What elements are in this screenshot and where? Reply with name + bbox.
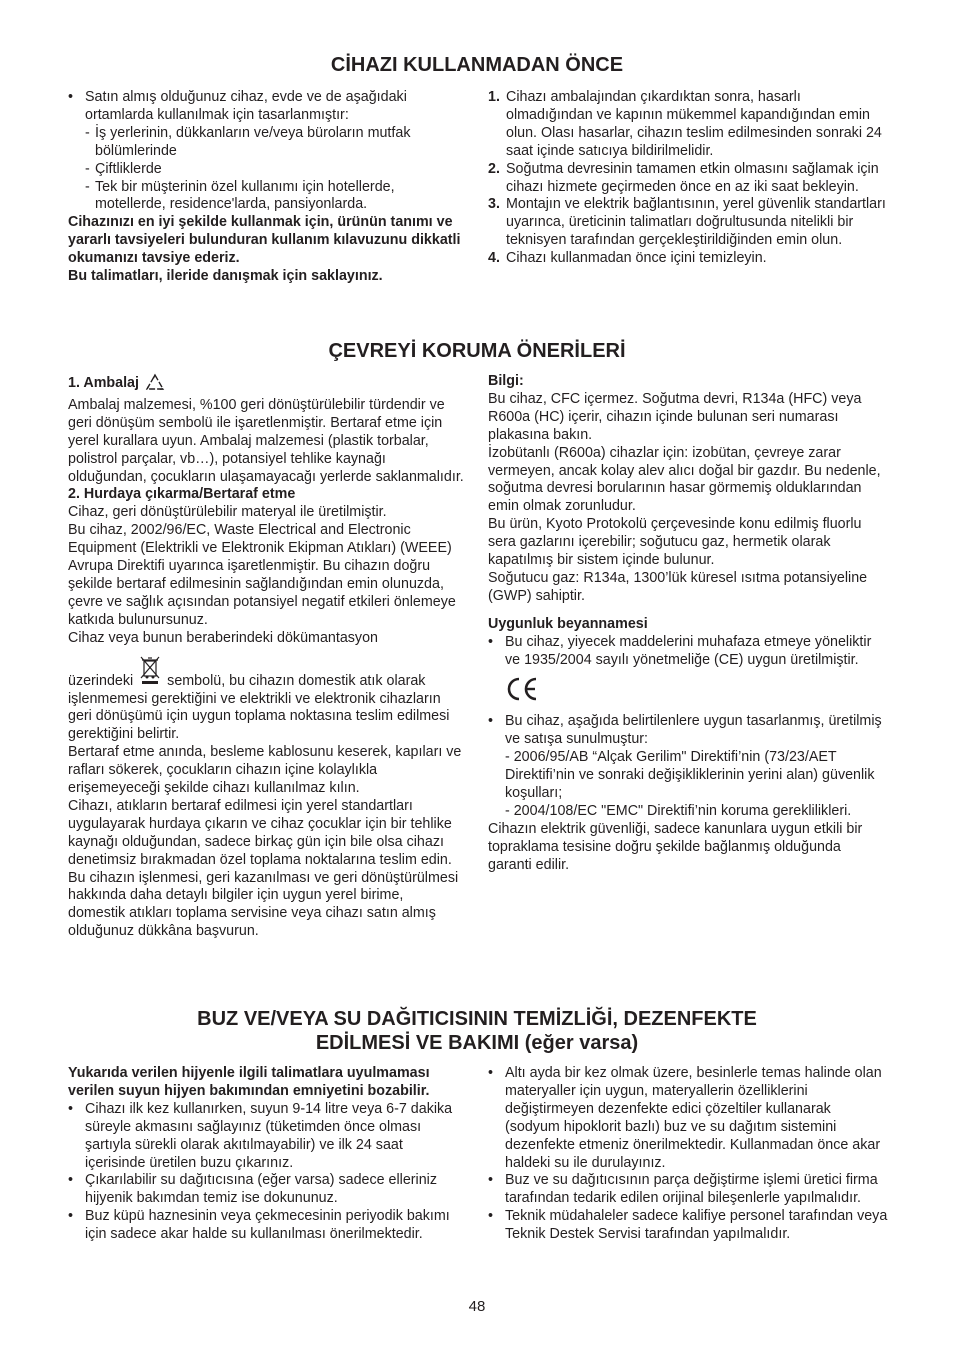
before-use-right-column (488, 89, 888, 268)
disposal-text-2: Bu cihaz, 2002/96/EC, Waste Electrical and Electronic Equipment (Elektrikli ve Elektronik Ekipman Atıkları) (WEEE) Avrupa Direktifi uyarınca işaretlenmiştir. Bu cihazın doğru şekilde bertaraf edilmesinin sağlandığından emin olunuzda, çevre ve sağlık açısından potansiyel negatif etkileri önlemeye katkıda bulunursunuz. (68, 522, 456, 628)
sub-item: - İş yerlerinin, dükkanların ve/veya büroların mutfak bölümlerinde (85, 125, 464, 161)
before-use-left-column (68, 89, 464, 286)
section-title-dispenser-cleaning: BUZ VE/VEYA SU DAĞITICISININ TEMİZLİĞİ, DEZENFEKTE EDİLMESİ VE BAKIMI (eğer varsa) (197, 1008, 757, 1054)
hygiene-item: • Altı ayda bir kez olmak üzere, besinlerle temas halinde olan materyaller için uygun, materyallerin özelliklerini değiştirmeyen dezenfekte edici çözeltiler kullanarak (sodyum hipoklorit bazlı) buz ve su dağıtım sistemini dezenfekte etmeniz önerilmektedir. Kullanmadan önce akar haldeki su ile durulayınız. (488, 1065, 888, 1172)
usage-environment-sublist (68, 125, 464, 215)
environment-left-column (68, 373, 464, 941)
disposal-text-4: Bertaraf etme anında, besleme kablosunu keserek, kapıları ve rafları sökerek, çocukların cihazın içine kolaylıkla erişemeyeceği şekilde cihazı kullanılmaz kılın. (68, 744, 462, 797)
hygiene-warning: Yukarıda verilen hijyenle ilgili talimatlara uyulmaması verilen suyun hijyen bakımından emniyetini bozabilir. (68, 1065, 430, 1099)
environment-right-column (488, 373, 888, 875)
dispenser-left-column (68, 1065, 464, 1244)
recycle-icon (145, 373, 165, 397)
hygiene-item: • Buz küpü haznesinin veya çekmecesinin periyodik bakımı için sadece akar halde su kullanılması önerilmektedir. (68, 1208, 464, 1244)
disposal-text-6: Bu cihazın işlenmesi, geri kazanılması ve geri dönüştürülmesi hakkında daha detaylı bilgiler için uygun yerel birime, domestik atıkları toplama servisine veya cihazı satın almış olduğunuz dükkâna başvurun. (68, 869, 459, 940)
crossed-bin-icon (139, 655, 161, 691)
numbered-step: 2. Soğutma devresinin tamamen etkin olmasını sağlamak için cihazı hizmete geçirmeden önce en az iki saat bekleyin. (488, 160, 879, 195)
advice-bold-text: Cihazınızı en iyi şekilde kullanmak için, ürünün tanımı ve yararlı tavsiyeleri bulunduran kullanım kılavuzunu dikkatli okumanızı tavsiye ederiz. (68, 214, 461, 267)
hygiene-item: • Çıkarılabilir su dağıtıcısına (eğer varsa) sadece elleriniz hijyenik bakımdan temiz ise dokununuz. (68, 1172, 464, 1208)
disposal-text-1: Cihaz, geri dönüştürülebilir materyal ile üretilmiştir. (68, 504, 387, 521)
directive-text-2: - 2004/108/EC "EMC" Direktifi’nin koruma gereklilikleri. (505, 802, 852, 819)
keep-instructions-text: Bu talimatları, ileride danışmak için saklayınız. (68, 268, 383, 285)
disposal-text-3: Cihaz veya bunun beraberindeki dökümantasyon (68, 629, 378, 646)
sub-item: - Tek bir müşterinin özel kullanımı için hotellerde, motellerde, residence'larda, pansiyonlarda. (85, 179, 464, 215)
numbered-step: 1. Cihazı ambalajından çıkardıktan sonra, hasarlı olmadığından ve kapının mükemmel kapandığından emin olun. Olası hasarlar, cihazın teslim edilmesinden sonraki 24 saat içinde satıcıya bildirilmelidir. (488, 89, 882, 159)
ce-mark-icon (488, 676, 888, 708)
hygiene-item: • Buz ve su dağıtıcısının parça değiştirme işlemi üretici firma tarafından tedarik edilen orijinal bileşenlerle yapılmalıdır. (488, 1172, 888, 1208)
usage-environment-bullet: • Satın almış olduğunuz cihaz, evde ve de aşağıdaki ortamlarda kullanılmak için tasarlanmıştır: (68, 89, 464, 125)
info-text-1: Bu cihaz, CFC içermez. Soğutma devri, R134a (HFC) veya R600a (HC) içerir, cihazın içinde bulunan seri numarası plakasına bakın. (488, 390, 862, 443)
numbered-step: 4. Cihazı kullanmadan önce içini temizleyin. (488, 250, 767, 267)
packaging-text: Ambalaj malzemesi, %100 geri dönüştürülebilir türdendir ve geri dönüşüm sembolü ile işaretlenmiştir. Bertaraf etme için yerel kurallara uyun. Ambalaj malzemesi (plastik torbalar, polistrol parçalar, vb…), potansiyel tehlike kaynağı olduğundan, çocukların ulaşamayacağı yerlerde saklanmalıdır. (68, 396, 464, 485)
sub-item: - Çiftliklerde (85, 161, 464, 179)
info-text-4: Soğutucu gaz: R134a, 1300’lük küresel ısıtma potansiyeline (GWP) sahiptir. (488, 569, 868, 604)
info-text-2: İzobütanlı (R600a) cihazlar için: izobütan, çevreye zarar vermeyen, ancak kolay alev alıcı doğal bir gazdır. Bu nedenle, soğutma devresi borularının hasar görmemiş olduklarından emin olmak zorunludur. (488, 444, 881, 515)
section-title-before-use: CİHAZI KULLANMADAN ÖNCE (330, 54, 624, 76)
page-number: 48 (468, 1298, 486, 1315)
disposal-text-5: Cihazı, atıkların bertaraf edilmesi için yerel standartları uygulayarak hurdaya çıkarın ve cihaz çocuklar için bir tehlike kaynağı olduğundan, sadece birkaç gün için bile olsa cihazı denetimsiz bırakmadan özel toplama noktalarına teslim edin. (68, 797, 452, 868)
hygiene-item: • Cihazı ilk kez kullanırken, suyun 9-14 litre veya 6-7 dakika süreyle akmasını sağlayınız (tüketimden önce olması şartıyla sürekli olarak akıtılmayabilir) ve ilk 24 saat içerisinde üretilen buzu çıkarınız. (68, 1101, 464, 1173)
numbered-step: 3. Montajın ve elektrik bağlantısının, yerel güvenlik standartları uyarınca, üreticinin talimatları doğrultusunda nitelikli bir teknisyen tarafından gerçekleştirildiğinden emin olun. (488, 196, 886, 249)
info-heading: Bilgi: (488, 373, 524, 389)
packaging-heading: 1. Ambalaj (68, 373, 464, 397)
electrical-safety-text: Cihazın elektrik güvenliği, sadece kanunlara uygun etkili bir topraklama tesisine doğru şekilde bağlanmış olduğunda garanti edilir. (488, 820, 863, 873)
weee-symbol-text: üzerindeki sembolü, bu cihazın domestik atık olarak işlenmemesi gerektiğini ve elektrikli ve elektronik cihazların geri dönüşümü için uygun toplama noktasına teslim edilmesi gerektiğini belirtir. (68, 655, 464, 745)
info-text-3: Bu ürün, Kyoto Protokolü çerçevesinde konu edilmiş fluorlu sera gazlarını içerebilir; soğutucu gaz, hermetik olarak kapatılmış bir sistem içinde bulunur. (488, 516, 862, 569)
directive-text-1: - 2006/95/AB “Alçak Gerilim" Direktifi’nin (73/23/AET Direktifi’nin ve sonraki değişikliklerinin yerini alan) güvenlik koşulları; (505, 749, 875, 802)
hygiene-item: • Teknik müdahaleler sadece kalifiye personel tarafından veya Teknik Destek Servisi tarafından yapılmalıdır. (488, 1208, 888, 1244)
section-title-environment: ÇEVREYİ KORUMA ÖNERİLERİ (328, 340, 626, 362)
dispenser-right-column (488, 1065, 888, 1244)
conformity-item: • Bu cihaz, aşağıda belirtilenlere uygun tasarlanmış, üretilmiş ve satışa sunulmuştur: (488, 713, 888, 749)
conformity-heading: Uygunluk beyannamesi (488, 615, 648, 632)
conformity-item: • Bu cihaz, yiyecek maddelerini muhafaza etmeye yöneliktir ve 1935/2004 sayılı yönetmeliğe (CE) uygun üretilmiştir. (488, 634, 888, 670)
disposal-heading: 2. Hurdaya çıkarma/Bertaraf etme (68, 486, 296, 503)
